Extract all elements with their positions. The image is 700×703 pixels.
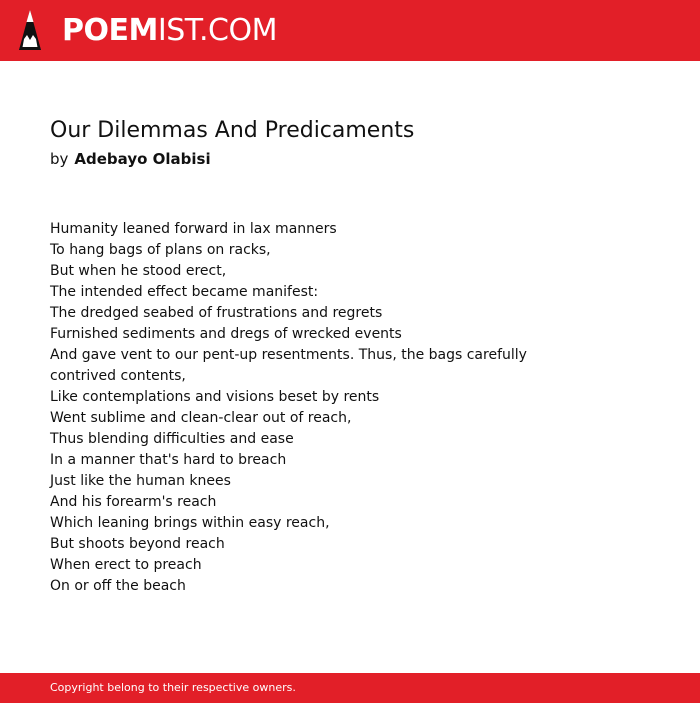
site-header (0, 0, 700, 61)
poem-line: Humanity leaned forward in lax manners (50, 221, 337, 237)
poem-line: Furnished sediments and dregs of wrecked events (50, 326, 402, 342)
site-footer (0, 673, 700, 703)
poem-line: Just like the human knees (50, 473, 231, 489)
poem-body (50, 219, 650, 597)
poem-title: Our Dilemmas And Predicaments (50, 118, 415, 143)
poem-line: Like contemplations and visions beset by rents (50, 389, 380, 405)
poem-line: When erect to preach (50, 557, 202, 573)
poem-line: But shoots beyond reach (50, 536, 225, 552)
site-brand-link[interactable] (62, 13, 277, 49)
poem-line: The intended effect became manifest: (50, 284, 319, 300)
poem-line: And his forearm's reach (50, 494, 217, 510)
brand-light-text: IST.COM (157, 13, 277, 48)
poem-line: To hang bags of plans on racks, (50, 242, 271, 258)
poem-line: The dredged seabed of frustrations and regrets (50, 305, 383, 321)
poem-line: Went sublime and clean-clear out of reach, (50, 410, 352, 426)
poem-line: Thus blending difficulties and ease (50, 431, 294, 447)
poem-line: On or off the beach (50, 578, 186, 594)
poem-line: In a manner that's hard to breach (50, 452, 287, 468)
pencil-tip-logo-icon[interactable] (18, 9, 42, 51)
byline (50, 149, 211, 169)
poem-line: But when he stood erect, (50, 263, 227, 279)
poem-line: contrived contents, (50, 368, 186, 384)
copyright-notice: Copyright belong to their respective owners. (50, 681, 296, 694)
poem-line: Which leaning brings within easy reach, (50, 515, 330, 531)
author-name: Adebayo Olabisi (74, 150, 211, 168)
by-label: by (50, 150, 69, 168)
poem-line: And gave vent to our pent-up resentments. Thus, the bags carefully (50, 347, 527, 363)
brand-bold-text: POEM (62, 13, 158, 48)
